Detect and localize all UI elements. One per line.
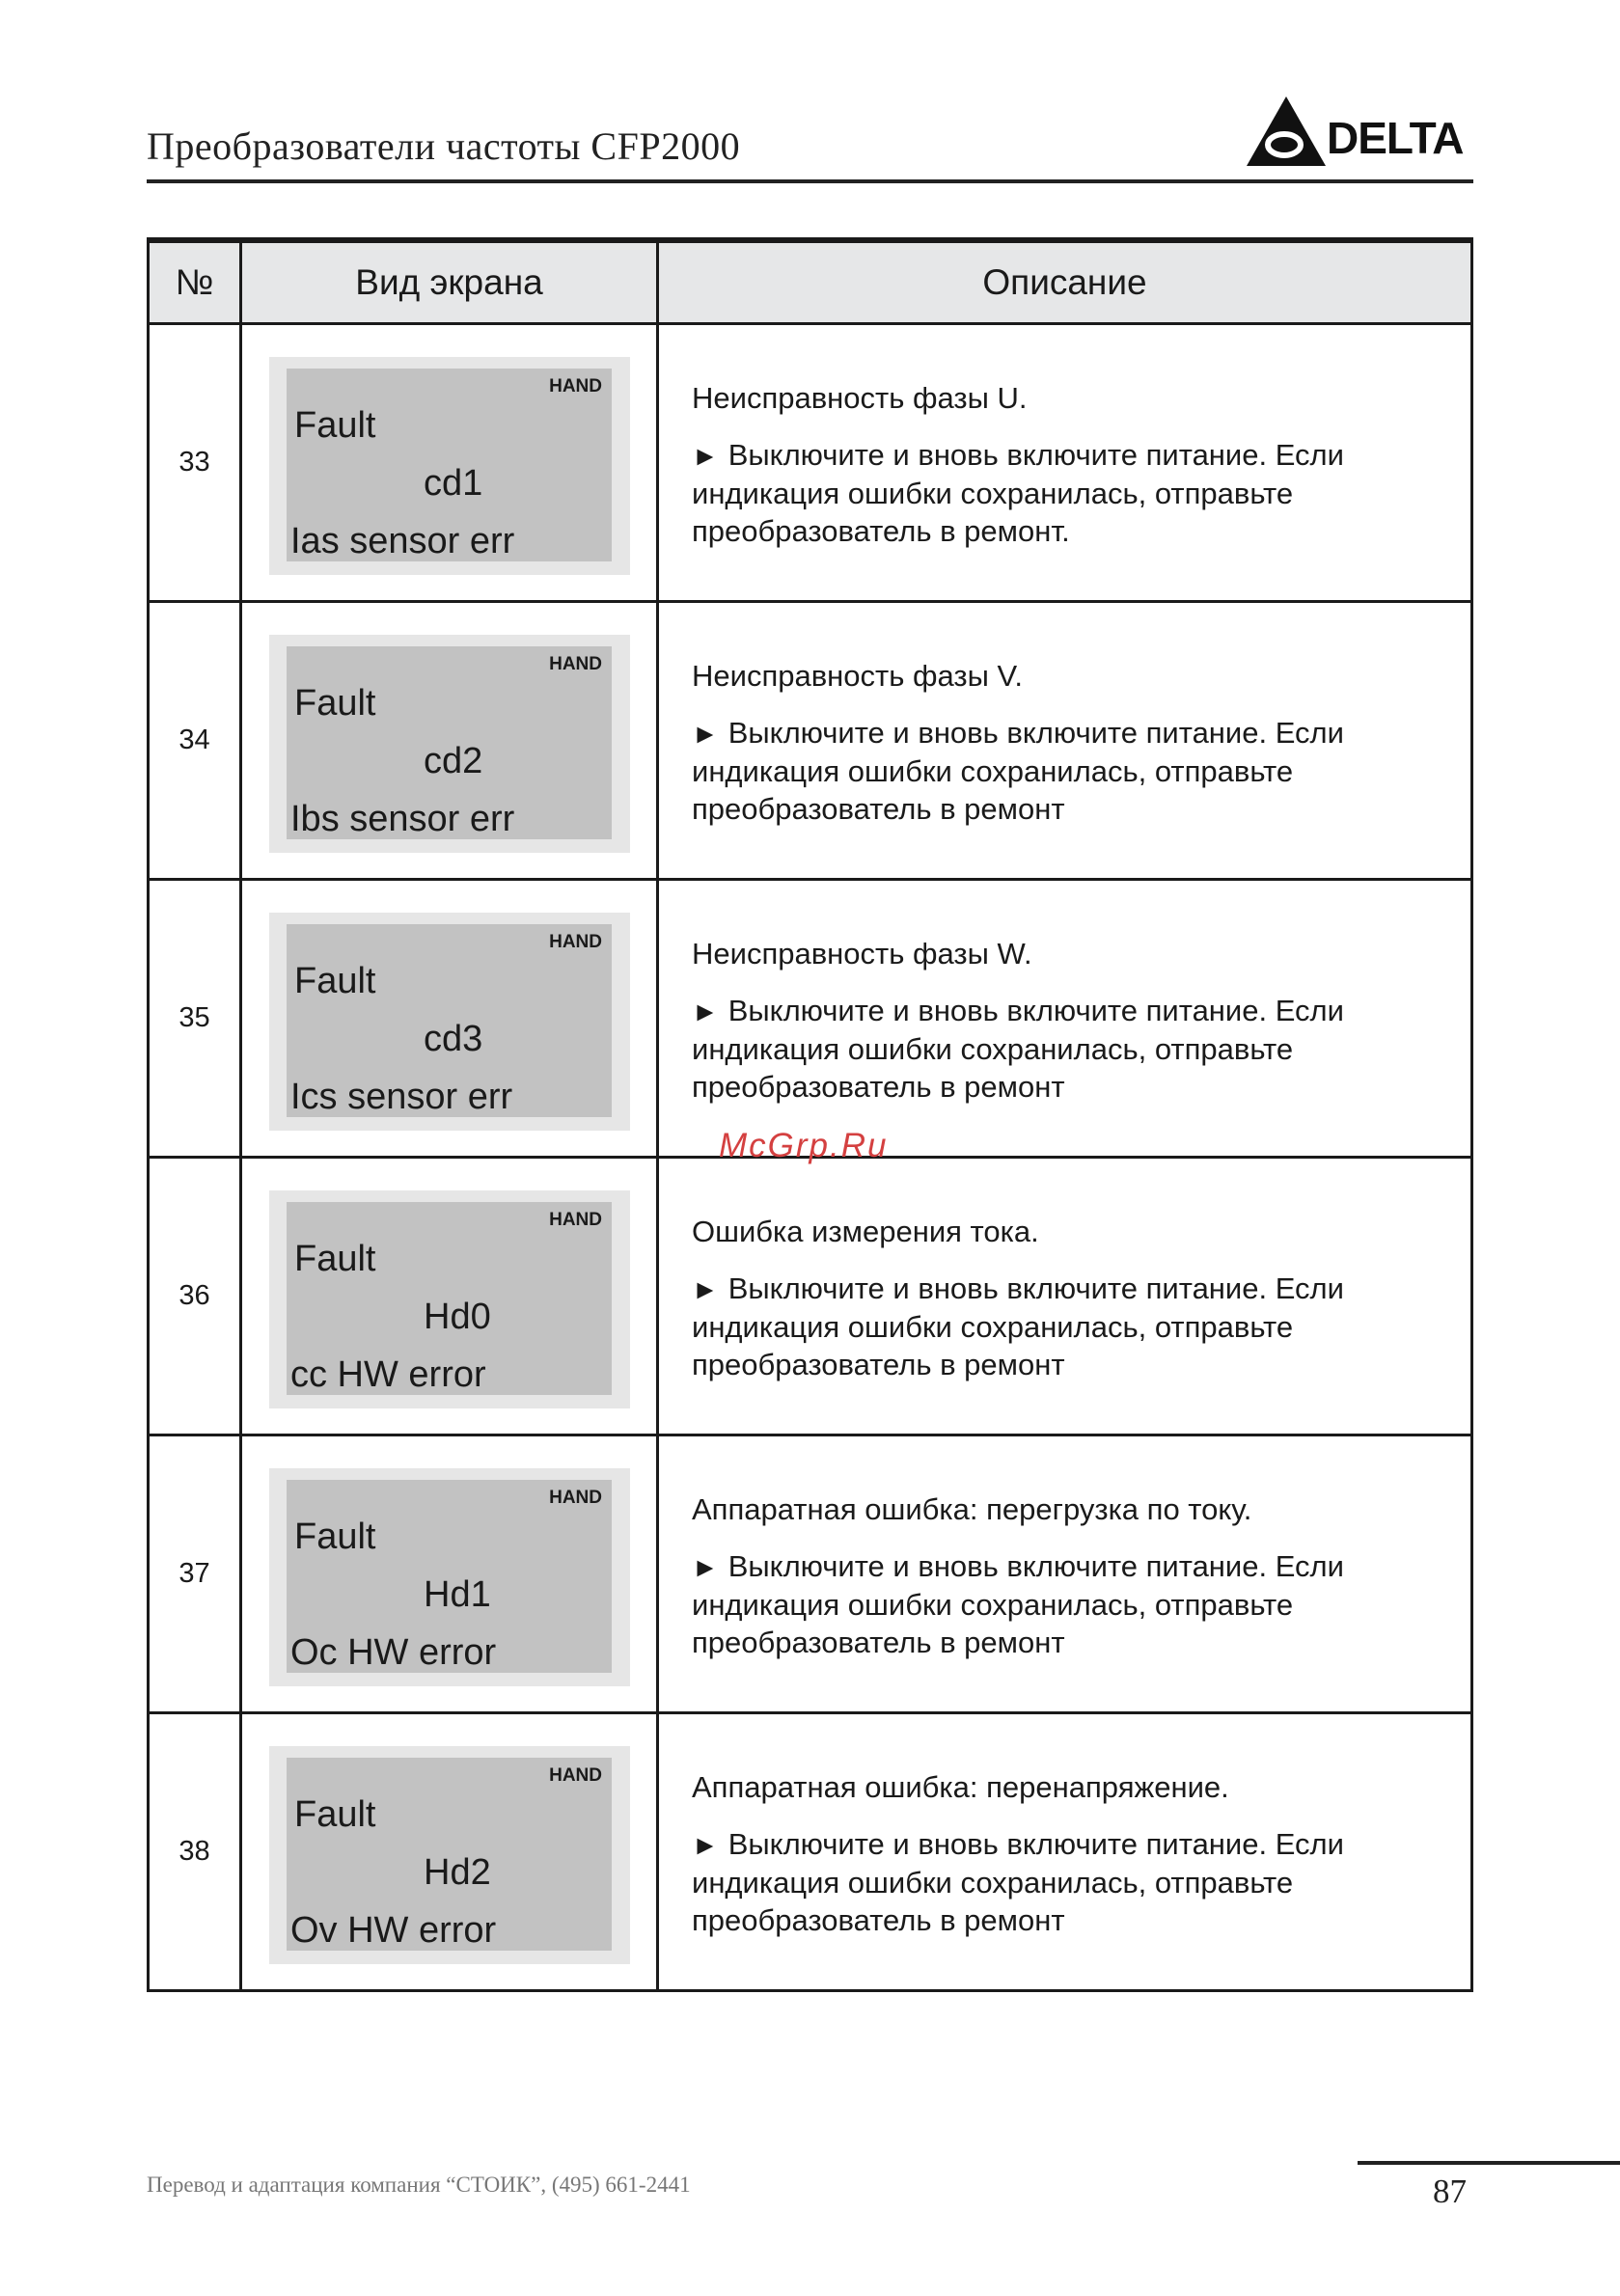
lcd-hand-indicator: HAND — [549, 1487, 602, 1508]
lcd-fault-code: Hd1 — [424, 1573, 491, 1615]
action-text: Выключите и вновь включите питание. Если индикация ошибки сохранилась, отправьте преобразователь в ремонт — [692, 993, 1344, 1104]
lcd-fault-code: cd3 — [424, 1018, 483, 1059]
lcd-hand-indicator: HAND — [549, 1764, 602, 1786]
delta-triangle-icon — [1245, 95, 1328, 168]
arrow-right-icon: ► — [692, 1273, 719, 1304]
lcd-fault-message: Ov HW error — [290, 1909, 497, 1951]
lcd-fault-label: Fault — [294, 960, 376, 1001]
table-row — [149, 1157, 1472, 1435]
description-title: Неисправность фазы U. — [692, 380, 1028, 415]
lcd-fault-code: Hd0 — [424, 1296, 491, 1337]
lcd-screen-cell — [241, 879, 658, 1157]
lcd-screen-cell — [241, 1712, 658, 1990]
lcd-fault-label: Fault — [294, 404, 376, 446]
lcd-hand-indicator: HAND — [549, 1209, 602, 1230]
arrow-right-icon: ► — [692, 1829, 719, 1860]
lcd-fault-code: Hd2 — [424, 1851, 491, 1893]
description-cell — [658, 879, 1472, 1157]
arrow-right-icon: ► — [692, 996, 719, 1026]
description-title: Ошибка измерения тока. — [692, 1214, 1039, 1248]
lcd-frame — [269, 635, 630, 853]
lcd-frame — [269, 1190, 630, 1408]
watermark: McGrp.Ru — [719, 1127, 889, 1164]
lcd-screen-cell — [241, 1435, 658, 1712]
description-title: Аппаратная ошибка: перенапряжение. — [692, 1769, 1229, 1804]
lcd-hand-indicator: HAND — [549, 931, 602, 952]
description-action — [692, 1825, 1442, 1939]
description-cell — [658, 1712, 1472, 1990]
lcd-display — [287, 1758, 612, 1951]
table-row — [149, 323, 1472, 601]
row-number: 34 — [149, 601, 241, 879]
column-header-description: Описание — [658, 240, 1472, 323]
lcd-screen-cell — [241, 1157, 658, 1435]
row-number: 33 — [149, 323, 241, 601]
footer-rule — [1358, 2161, 1620, 2165]
lcd-display — [287, 1480, 612, 1673]
description-action — [692, 714, 1442, 828]
description-title: Неисправность фазы V. — [692, 658, 1023, 693]
description-action — [692, 1547, 1442, 1661]
lcd-frame — [269, 913, 630, 1131]
description-title: Неисправность фазы W. — [692, 936, 1032, 970]
lcd-fault-label: Fault — [294, 1793, 376, 1835]
arrow-right-icon: ► — [692, 718, 719, 749]
lcd-fault-label: Fault — [294, 682, 376, 724]
table-row — [149, 1712, 1472, 1990]
lcd-display — [287, 1202, 612, 1395]
description-action — [692, 436, 1442, 550]
delta-logo-text: DELTA — [1327, 113, 1464, 163]
table-row — [149, 601, 1472, 879]
lcd-hand-indicator: HAND — [549, 653, 602, 674]
lcd-display — [287, 646, 612, 839]
lcd-fault-message: cc HW error — [290, 1353, 486, 1395]
lcd-fault-message: Ibs sensor err — [290, 798, 515, 839]
lcd-fault-code: cd2 — [424, 740, 483, 781]
delta-logo — [1245, 95, 1476, 168]
lcd-fault-code: cd1 — [424, 462, 483, 504]
footer-credit: Перевод и адаптация компания “СТОИК”, (495) 661-2441 — [147, 2173, 691, 2197]
description-action — [692, 992, 1442, 1106]
description-cell — [658, 1157, 1472, 1435]
arrow-right-icon: ► — [692, 440, 719, 471]
action-text: Выключите и вновь включите питание. Если индикация ошибки сохранилась, отправьте преобразователь в ремонт. — [692, 437, 1344, 548]
lcd-fault-message: Oc HW error — [290, 1631, 497, 1673]
arrow-right-icon: ► — [692, 1551, 719, 1582]
lcd-frame — [269, 357, 630, 575]
lcd-hand-indicator: HAND — [549, 375, 602, 396]
header-rule — [147, 179, 1473, 183]
table-header-row — [149, 240, 1472, 323]
lcd-display — [287, 924, 612, 1117]
lcd-fault-label: Fault — [294, 1238, 376, 1279]
row-number: 36 — [149, 1157, 241, 1435]
action-text: Выключите и вновь включите питание. Если индикация ошибки сохранилась, отправьте преобразователь в ремонт — [692, 1826, 1344, 1937]
table-row — [149, 879, 1472, 1157]
row-number: 38 — [149, 1712, 241, 1990]
description-title: Аппаратная ошибка: перегрузка по току. — [692, 1491, 1252, 1526]
lcd-fault-message: Ias sensor err — [290, 520, 515, 561]
lcd-frame — [269, 1746, 630, 1964]
description-action — [692, 1270, 1442, 1383]
column-header-number: № — [149, 240, 241, 323]
table-row — [149, 1435, 1472, 1712]
page-number: 87 — [1433, 2173, 1467, 2210]
column-header-screen: Вид экрана — [241, 240, 658, 323]
action-text: Выключите и вновь включите питание. Если индикация ошибки сохранилась, отправьте преобразователь в ремонт — [692, 1271, 1344, 1381]
action-text: Выключите и вновь включите питание. Если индикация ошибки сохранилась, отправьте преобразователь в ремонт — [692, 715, 1344, 826]
lcd-display — [287, 369, 612, 561]
row-number: 35 — [149, 879, 241, 1157]
description-cell — [658, 323, 1472, 601]
lcd-screen-cell — [241, 601, 658, 879]
description-cell — [658, 601, 1472, 879]
action-text: Выключите и вновь включите питание. Если индикация ошибки сохранилась, отправьте преобразователь в ремонт — [692, 1548, 1344, 1659]
lcd-fault-label: Fault — [294, 1516, 376, 1557]
lcd-fault-message: Ics sensor err — [290, 1076, 513, 1117]
lcd-frame — [269, 1468, 630, 1686]
row-number: 37 — [149, 1435, 241, 1712]
fault-code-table — [147, 237, 1473, 1992]
description-cell — [658, 1435, 1472, 1712]
page-header-title: Преобразователи частоты CFP2000 — [147, 124, 741, 168]
lcd-screen-cell — [241, 323, 658, 601]
